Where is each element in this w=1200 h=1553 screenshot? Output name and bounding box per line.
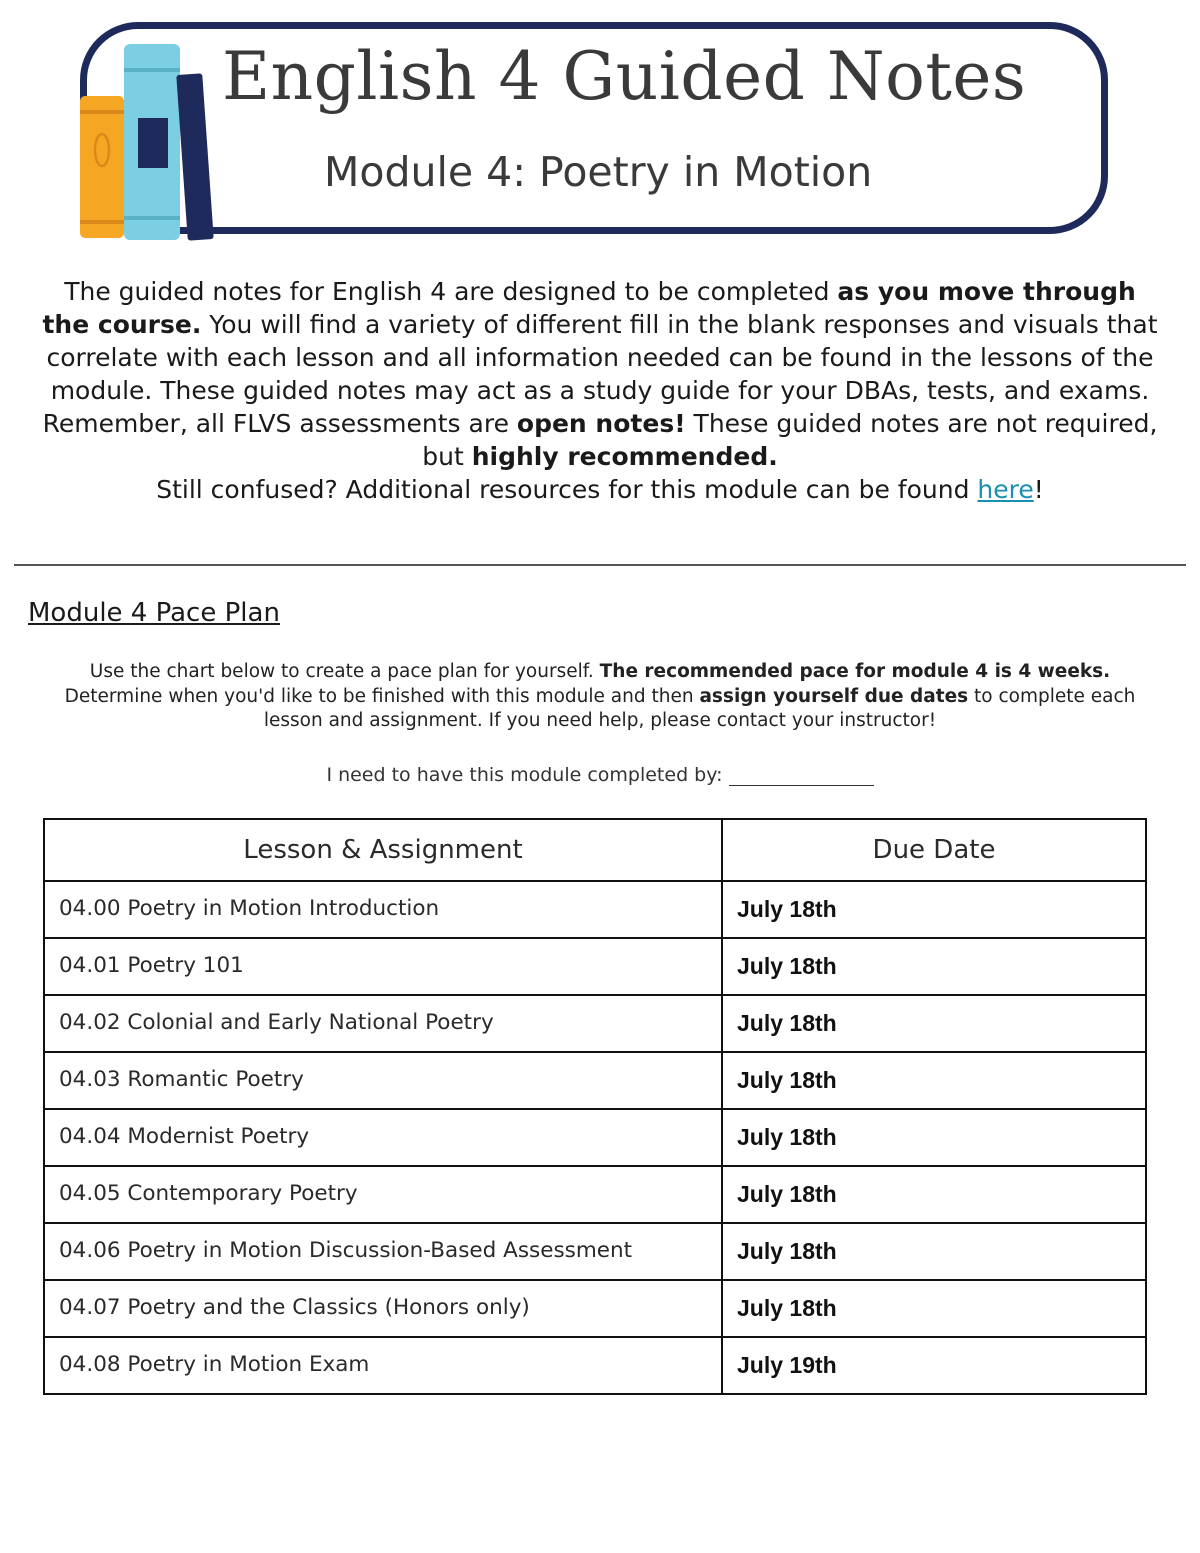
intro-paragraph xyxy=(40,275,1160,506)
table-row xyxy=(44,1052,1146,1109)
table-row xyxy=(44,1280,1146,1337)
instr-text-2: Determine when you'd like to be finished with this module and then xyxy=(64,685,700,707)
resources-link[interactable]: here xyxy=(977,475,1034,504)
pace-instructions xyxy=(40,660,1160,734)
instr-bold-1: The recommended pace for module 4 is 4 weeks. xyxy=(599,661,1111,682)
lesson-cell: 04.05 Contemporary Poetry xyxy=(44,1166,722,1223)
completed-by-blank[interactable] xyxy=(729,765,874,786)
pace-plan-heading: Module 4 Pace Plan xyxy=(28,598,280,628)
instr-bold-2: assign yourself due dates xyxy=(699,685,969,707)
table-row xyxy=(44,938,1146,995)
table-header-row xyxy=(44,819,1146,881)
intro-bold-2: open notes! xyxy=(516,409,686,438)
instr-text-3: to complete each lesson and assignment. If you need help, please contact your instructor! xyxy=(263,685,1136,731)
table-row xyxy=(44,995,1146,1052)
instr-text-1: Use the chart below to create a pace plan for yourself. xyxy=(89,661,600,682)
due-date-cell[interactable]: July 18th xyxy=(722,1166,1146,1223)
pace-plan-table xyxy=(43,818,1147,1395)
page-title: English 4 Guided Notes xyxy=(222,38,1027,115)
lesson-cell: 04.04 Modernist Poetry xyxy=(44,1109,722,1166)
due-date-cell[interactable]: July 18th xyxy=(722,1052,1146,1109)
intro-bold-1: as you move through the course. xyxy=(42,277,1136,339)
intro-bold-3: highly recommended. xyxy=(471,442,778,471)
lesson-cell: 04.08 Poetry in Motion Exam xyxy=(44,1337,722,1394)
due-date-cell[interactable]: July 18th xyxy=(722,1109,1146,1166)
module-subtitle: Module 4: Poetry in Motion xyxy=(324,148,873,196)
confused-text: Still confused? Additional resources for this module can be found xyxy=(156,475,978,504)
intro-text-1: The guided notes for English 4 are designed to be completed xyxy=(64,277,838,306)
books-icon xyxy=(74,40,224,242)
due-date-cell[interactable]: July 18th xyxy=(722,938,1146,995)
lesson-cell: 04.02 Colonial and Early National Poetry xyxy=(44,995,722,1052)
header-lesson: Lesson & Assignment xyxy=(44,819,722,881)
completed-by-label: I need to have this module completed by: xyxy=(326,764,729,786)
header-due-date: Due Date xyxy=(722,819,1146,881)
lesson-cell: 04.07 Poetry and the Classics (Honors only) xyxy=(44,1280,722,1337)
divider xyxy=(14,564,1186,566)
intro-text-3: These guided notes are not required, but xyxy=(422,409,1158,471)
lesson-cell: 04.06 Poetry in Motion Discussion-Based Assessment xyxy=(44,1223,722,1280)
due-date-cell[interactable]: July 19th xyxy=(722,1337,1146,1394)
due-date-cell[interactable]: July 18th xyxy=(722,881,1146,938)
lesson-cell: 04.00 Poetry in Motion Introduction xyxy=(44,881,722,938)
table-row xyxy=(44,1166,1146,1223)
lesson-cell: 04.03 Romantic Poetry xyxy=(44,1052,722,1109)
completed-by-line xyxy=(0,764,1200,786)
table-row xyxy=(44,1223,1146,1280)
due-date-cell[interactable]: July 18th xyxy=(722,1223,1146,1280)
confused-end: ! xyxy=(1033,475,1044,504)
due-date-cell[interactable]: July 18th xyxy=(722,995,1146,1052)
table-row xyxy=(44,881,1146,938)
due-date-cell[interactable]: July 18th xyxy=(722,1280,1146,1337)
table-row xyxy=(44,1337,1146,1394)
intro-text-2: You will find a variety of different fill in the blank responses and visuals that correlate with each lesson and all information needed can be found in the lessons of the module. These guided notes may act as a study guide for your DBAs, tests, and exams. Remember, all FLVS assessments are xyxy=(42,310,1158,438)
table-row xyxy=(44,1109,1146,1166)
lesson-cell: 04.01 Poetry 101 xyxy=(44,938,722,995)
navy-book xyxy=(176,73,214,240)
